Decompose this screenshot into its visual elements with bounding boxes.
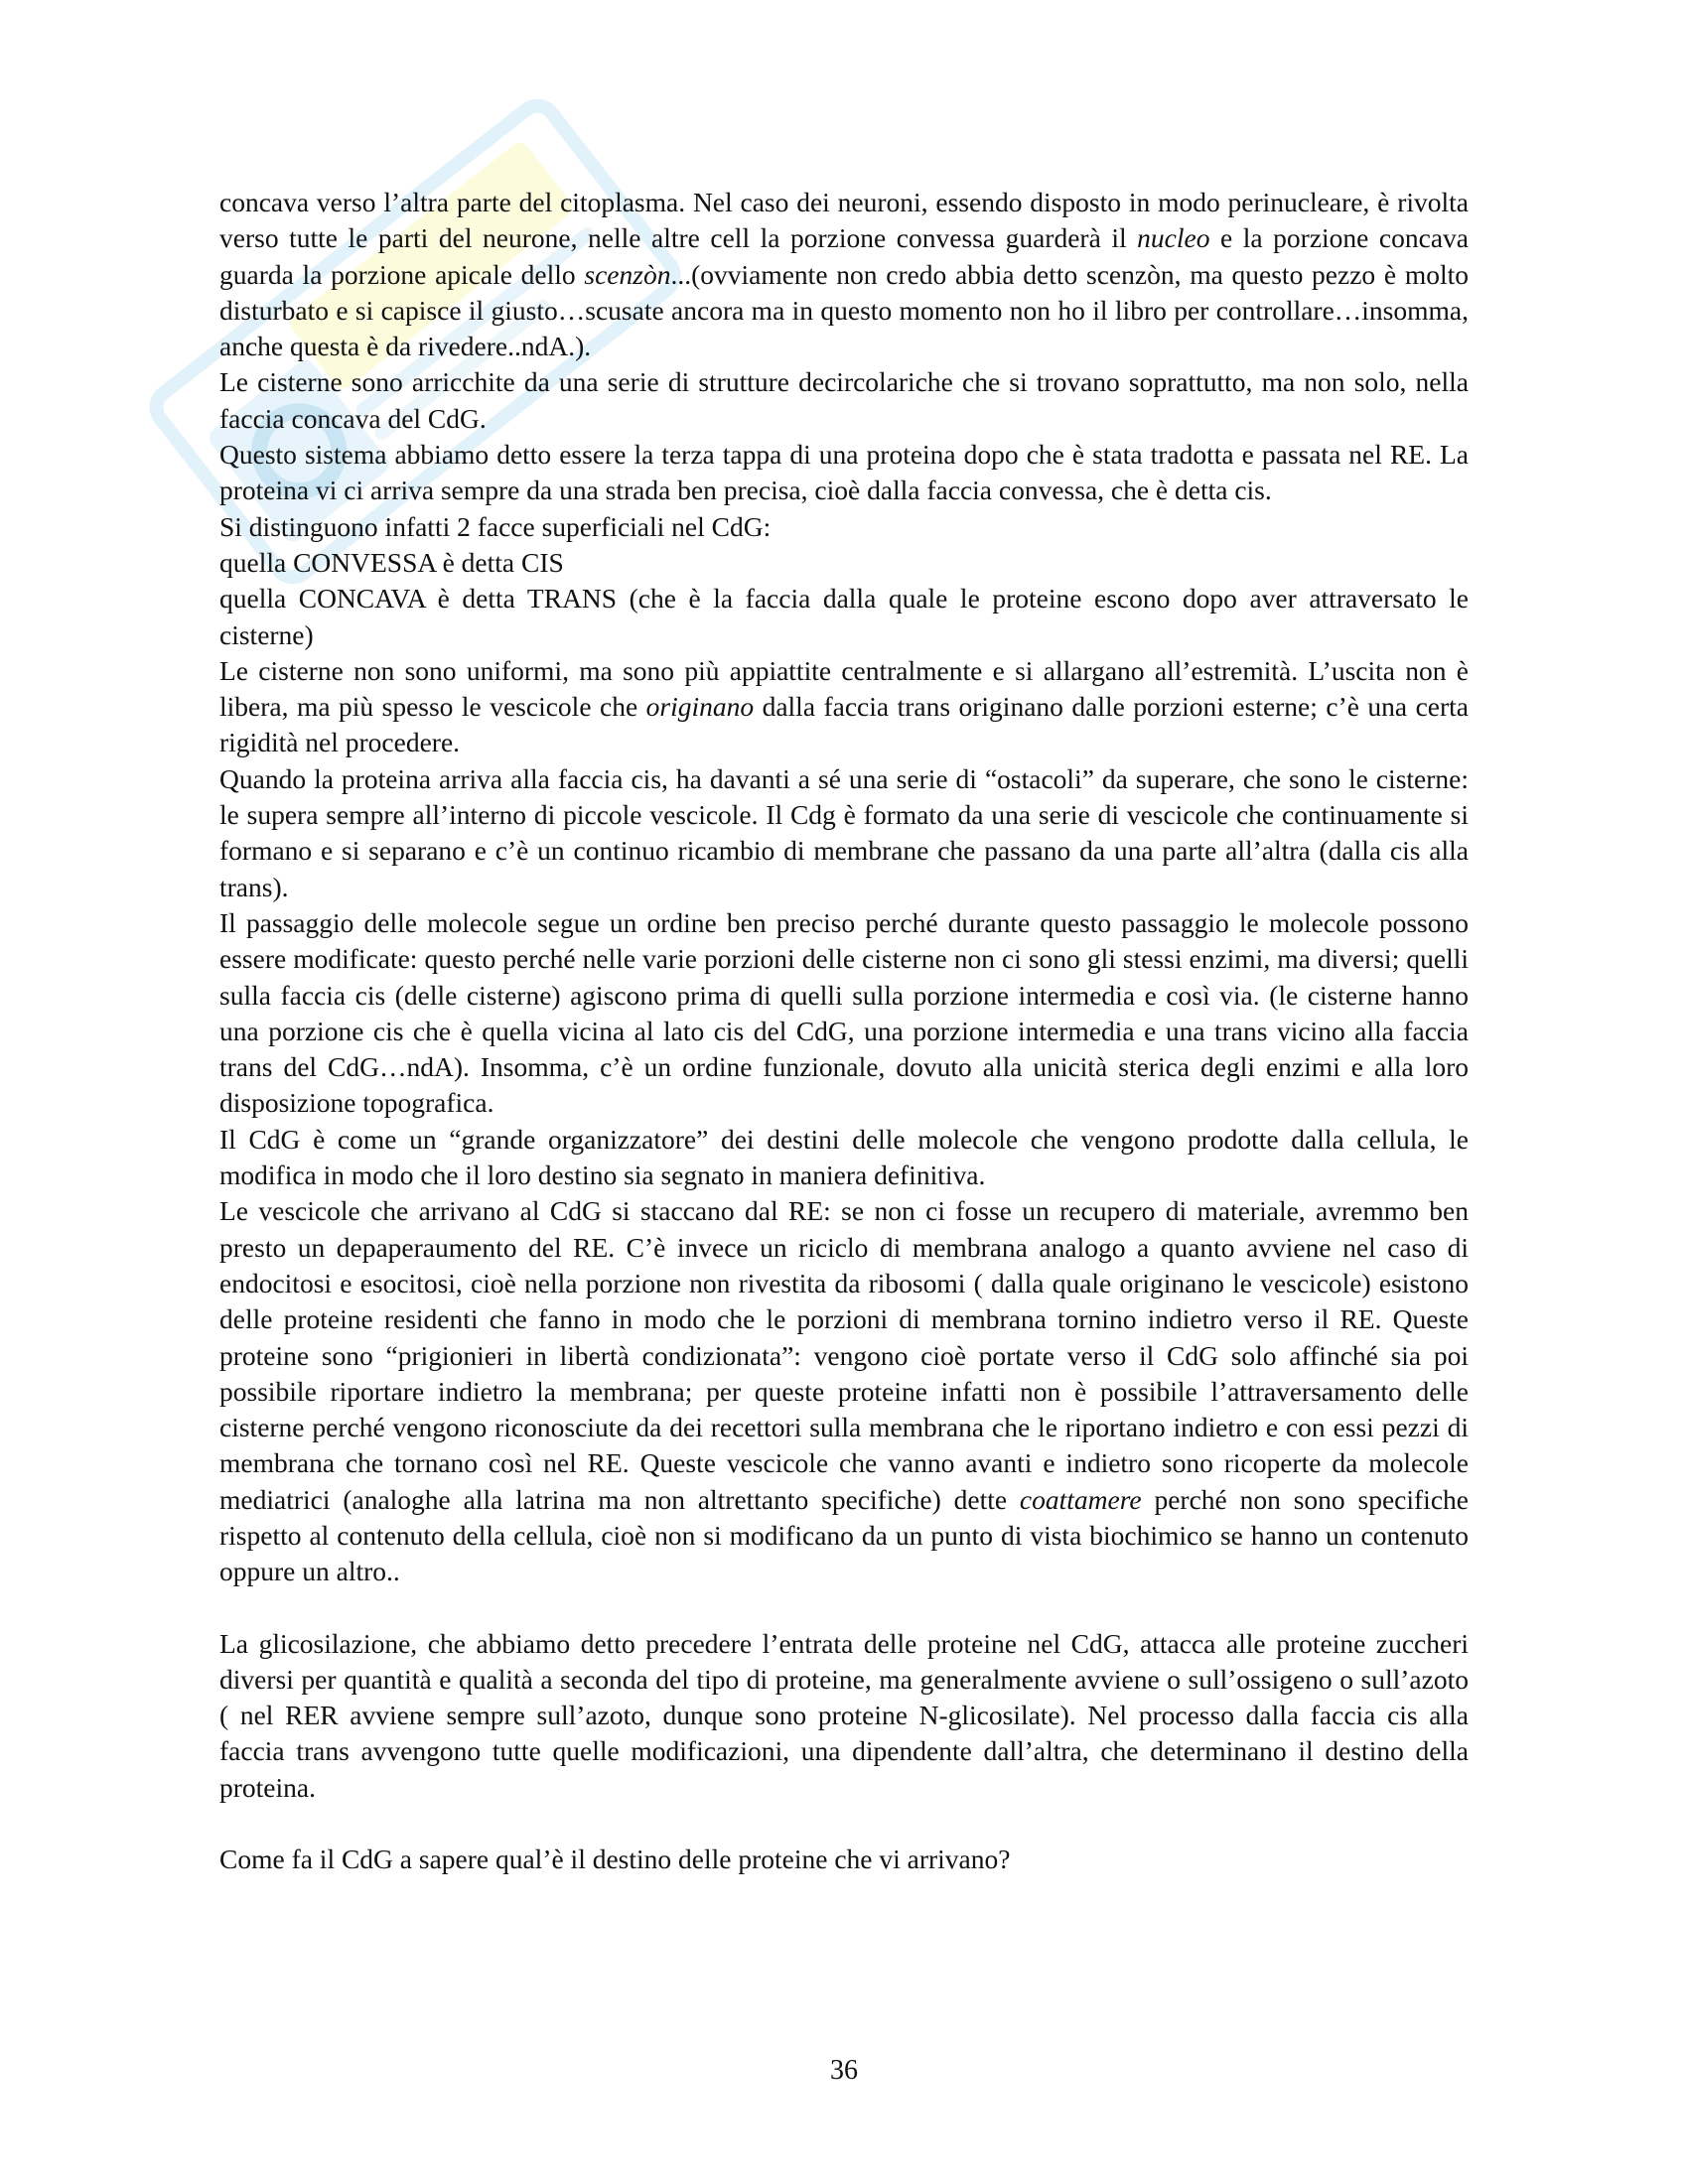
italic-term: scenzòn [584,258,671,290]
paragraph: quella CONCAVA è detta TRANS (che è la faccia dalla quale le proteine escono dopo aver attraversato le cisterne) [219,583,1469,650]
paragraph: Il CdG è come un “grande organizzatore” dei destini delle molecole che vengono prodotte dalla cellula, le modifica in modo che il loro destino sia segnato in maniera definitiva. [219,1123,1469,1191]
paragraph: La glicosilazione, che abbiamo detto precedere l’entrata delle proteine nel CdG, attacca alle proteine zuccheri diversi per quantità e qualità a seconda del tipo di proteine, ma generalmente avviene o sull’ossigeno o sull’azoto ( nel RER avviene sempre sull’azoto, dunque sono proteine N-glicosilate). Nel processo dalla faccia cis alla faccia trans avvengono tutte quelle modificazioni, una dipendente dall’altra, che determinano il destino della proteina. [219,1627,1469,1803]
paragraph: Il passaggio delle molecole segue un ordine ben preciso perché durante questo passaggio le molecole possono essere modificate: questo perché nelle varie porzioni delle cisterne non ci sono gli stessi enzimi, ma diversi; quelli sulla faccia cis (delle cisterne) agiscono prima di quelli sulla porzione intermedia e così via. (le cisterne hanno una porzione cis che è quella vicina al lato cis del CdG, una porzione intermedia e una trans vicino alla faccia trans del CdG…ndA). Insomma, c’è un ordine funzionale, dovuto alla unicità sterica degli enzimi e alla loro disposizione topografica. [219,906,1469,1119]
paragraph: quella CONVESSA è detta CIS [219,546,564,578]
paragraph: Quando la proteina arriva alla faccia cis, ha davanti a sé una serie di “ostacoli” da superare, che sono le cisterne: le supera sempre all’interno di piccole vescicole. Il Cdg è formato da una serie di vescicole che continuamente si formano e si separano e c’è un continuo ricambio di membrane che passano da una parte all’altra (dalla cis alla trans). [219,762,1469,902]
italic-term: coattamere [1019,1483,1142,1515]
paragraph: Questo sistema abbiamo detto essere la terza tappa di una proteina dopo che è stata tradotta e passata nel RE. La proteina vi ci arriva sempre da una strada ben precisa, cioè dalla faccia convessa, che è detta cis. [219,439,1469,506]
paragraph: Le cisterne sono arricchite da una serie di strutture decircolariche che si trovano soprattutto, ma non solo, nella faccia concava del CdG. [219,366,1469,434]
paragraph: concava verso l’altra parte del citoplasma. Nel caso dei neuroni, essendo disposto in modo perinucleare, è rivolta verso tutte le parti del neurone, nelle altre cell la porzione convessa guarderà il nucleo e la porzione concava guarda la porzione apicale dello scenzòn...(ovviamente non credo abbia detto scenzòn, ma questo pezzo è molto disturbato e si capisce il giusto…scusate ancora ma in questo momento non ho il libro per controllare…insomma, anche questa è da rivedere..ndA.). [219,187,1470,362]
italic-term: originano [645,691,755,723]
document-body [219,185,1469,1877]
paragraph: Le cisterne non sono uniformi, ma sono più appiattite centralmente e si allargano all’estremità. L’uscita non è libera, ma più spesso le vescicole che originano dalla faccia trans originano dalle porzioni esterne; c’è una certa rigidità nel procedere. [219,654,1469,758]
paragraph: Si distinguono infatti 2 facce superficiali nel CdG: [219,510,772,542]
paragraph: Le vescicole che arrivano al CdG si staccano dal RE: se non ci fosse un recupero di materiale, avremmo ben presto un depaperaumento del RE. C’è invece un riciclo di membrana analogo a quanto avviene nel caso di endocitosi e esocitosi, cioè nella porzione non rivestita da ribosomi ( dalla quale originano le vescicole) esistono delle proteine residenti che fanno in modo che le porzioni di membrana tornino indietro verso il RE. Queste proteine sono “prigionieri in libertà condizionata”: vengono cioè portate verso il CdG solo affinché sia poi possibile riportare indietro la membrana; per queste proteine infatti non è possibile l’attraversamento delle cisterne perché vengono riconosciute da dei recettori sulla membrana che le riportano indietro e con essi pezzi di membrana che tornano così nel RE. Queste vescicole che vanno avanti e indietro sono ricoperte da molecole mediatrici (analoghe alla latrina ma non altrettanto specifiche) dette coattamere perché non sono specifiche rispetto al contenuto della cellula, cioè non si modificano da un punto di vista biochimico se hanno un contenuto oppure un altro.. [219,1195,1469,1587]
italic-term: nucleo [1137,222,1210,254]
page-number: 36 [830,2055,858,2086]
paragraph: Come fa il CdG a sapere qual’è il destino delle proteine che vi arrivano? [219,1843,1011,1875]
